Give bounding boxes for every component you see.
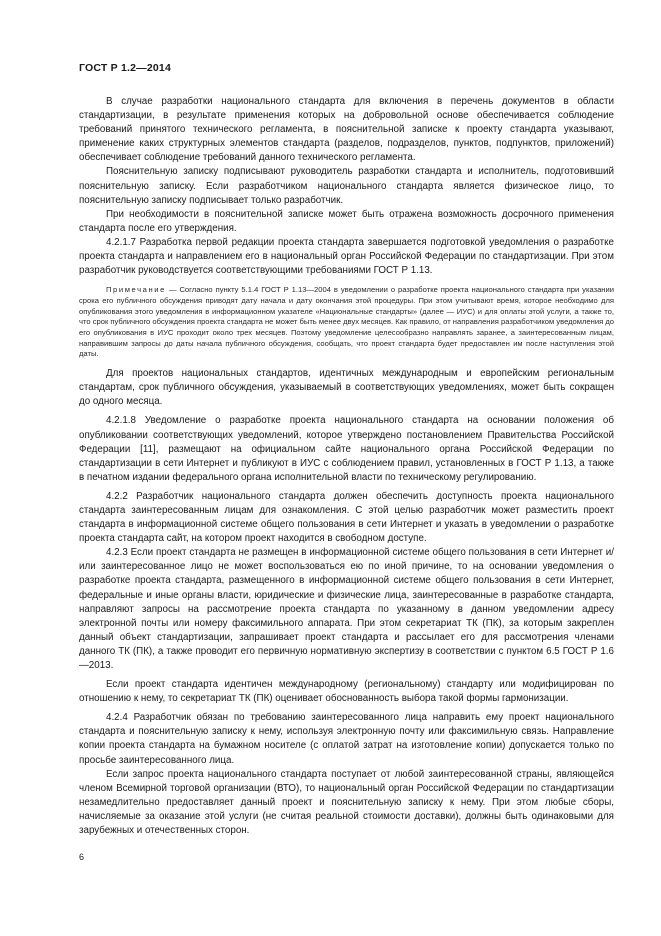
paragraph-4-2-2: 4.2.2 Разработчик национального стандарта должен обеспечить доступность проекта национального стандарта заинтересованным лицам для ознакомления. С этой целью разработчик может разместить проект стандарта в информационной системе общего пользования в сети Интернет и указать в уведомлении о разработке проекта стандарта сайт, на котором проект находится в свободном доступе.: [79, 490, 614, 545]
note-label: Примечание: [106, 285, 166, 295]
paragraph-note-signature: Пояснительную записку подписывают руководитель разработки стандарта и исполнитель, подготовивший пояснительную записку. Если разработчиком национального стандарта является физическое лицо, то пояснительную записку подписывает только разработчик.: [79, 166, 614, 206]
note-text: — Согласно пункту 5.1.4 ГОСТ Р 1.13—2004 в уведомлении о разработке проекта национального стандарта при указании срока его публичного обсуждения приводят дату начала и дату окончания этой процедуры. При этом учитывают время, которое необходимо для опубликования этого уведомления в информационном указателе «Национальные стандарты» (далее — ИУС) и для оплаты этой услуги, а также то, что срок публичного обсуждения проекта стандарта не может быть менее двух месяцев. Как правило, от направления разработчиком уведомления до его опубликования в ИУС проходит около трех месяцев. Поэтому уведомление целесообразно направлять заранее, а заинтересованным лицам, направившим запросы до даты начала публичного обсуждения, сообщать, что проект стандарта будет предоставлен им после наступления этой даты.: [79, 285, 614, 359]
paragraph-harmonization: Если проект стандарта идентичен международному (региональному) стандарту или модифицирован по отношению к нему, то секретариат ТК (ПК) оценивает обоснованность выбора такой формы гармонизации.: [79, 679, 614, 705]
paragraph-wto-request: Если запрос проекта национального стандарта поступает от любой заинтересованной страны, являющейся членом Всемирной торговой организации (ВТО), то национальный орган Российской Федерации по стандартизации незамедлительно предоставляет данный проект и пояснительную записку к нему. При этом любые сборы, начисляемые за оказание этой услуги (не считая реальной стоимости доставки), должны быть одинаковыми для зарубежных и отечественных сторон.: [79, 768, 614, 837]
document-header: ГОСТ Р 1.2—2014: [79, 62, 172, 74]
paragraph-4-2-1-8: 4.2.1.8 Уведомление о разработке проекта национального стандарта на основании положения об опубликовании соответствующих уведомлений, которое утверждено постановлением Правительства Российской Федерации [11], размещают на официальном сайте национального органа Российской Федерации по стандартизации в сети Интернет и публикуют в ИУС с соблюдением правил, установленных в ГОСТ Р 1.13, а также в печатном издании федерального органа исполнительной власти по техническому регулированию.: [79, 415, 614, 483]
paragraph-4-2-3: 4.2.3 Если проект стандарта не размещен в информационной системе общего пользования в сети Интернет и/или заинтересованное лицо не может воспользоваться ею по иной причине, то на основании уведомления о разработке проекта стандарта, размещенного в информационной системе общего пользования в сети Интернет, федеральные и иные органы власти, юридические и физические лица, заинтересованные в разработке стандарта, направляют запросы на рассмотрение проекта стандарта по указанному в данном уведомлении адресу электронной почты или номеру факсимильного аппарата. При этом секретариат ТК (ПК), за которым закреплен данный объект стандартизации, запрашивает проект стандарта и рассылает его для рассмотрения членами данного ТК (ПК), а также проводит его первичную нормативную экспертизу в соответствии с пунктом 6.5 ГОСТ Р 1.6—2013.: [79, 547, 614, 672]
paragraph-4-2-4: 4.2.4 Разработчик обязан по требованию заинтересованного лица направить ему проект национального стандарта и пояснительную записку к нему, используя электронную почту или факсимильную связь. Направление копии проекта стандарта на бумажном носителе (с оплатой затрат на изготовление копии) допускается только по просьбе заинтересованного лица.: [79, 712, 614, 766]
paragraph-4-2-1-7: 4.2.1.7 Разработка первой редакции проекта стандарта завершается подготовкой уведомления о разработке проекта стандарта и направлением его в национальный орган Российской Федерации по стандартизации. При этом разработчик руководствуется соответствующими требованиями ГОСТ Р 1.13.: [79, 236, 614, 277]
paragraph-regional-standards: Для проектов национальных стандартов, идентичных международным и европейским региональным стандартам, срок публичного обсуждения, указываемый в соответствующих уведомлениях, может быть сокращен до одного месяца.: [79, 368, 614, 408]
note-block: [79, 285, 614, 360]
page-number: 6: [79, 852, 85, 862]
page-body: [79, 95, 614, 838]
paragraph-early-application: При необходимости в пояснительной записке может быть отражена возможность досрочного применения стандарта после его утверждения.: [79, 208, 614, 234]
paragraph-explanatory-note-regulation: В случае разработки национального стандарта для включения в перечень документов в области стандартизации, в результате применения которых на добровольной основе обеспечивается соблюдение требований принятого технического регламента, в пояснительной записке к проекту стандарта указывают, применение каких структурных элементов стандарта (разделов, подразделов, пунктов, подпунктов, приложений) обеспечивает соблюдение требований данного технического регламента.: [79, 96, 614, 164]
